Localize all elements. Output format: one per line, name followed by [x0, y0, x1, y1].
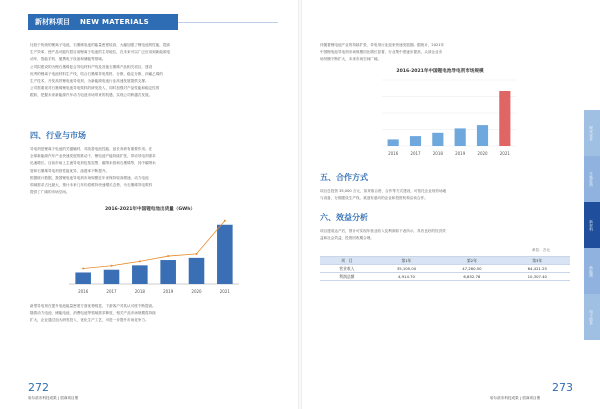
table-header-cell: 第3年	[505, 257, 570, 265]
chart1-point	[111, 265, 113, 267]
header-divider	[178, 22, 278, 23]
intro-paragraph	[30, 42, 280, 100]
table-unit: 单位：万元	[532, 248, 550, 252]
chart2-x-tick: 2016	[388, 151, 399, 156]
left-page-number: 272	[28, 381, 49, 394]
table-row	[320, 265, 570, 273]
section-5-title: 五、合作方式	[320, 173, 368, 182]
text-line: 领域需求占比最大，预计未来几年仍将维持快速增长态势，为石墨烯导电浆料	[30, 183, 153, 188]
text-line: 根据统计数据，我国锂电池导电剂市场规模近年来保持较高增速，动力电池	[30, 175, 149, 180]
text-line: 中国锂电池导电剂市场规模同比增长显著，行业集中度逐步提高，头部企业市	[320, 50, 443, 55]
chart2-bar	[432, 133, 443, 146]
chart1-bar	[217, 225, 233, 284]
chart1-point	[82, 267, 84, 269]
chart2-bar	[388, 139, 399, 146]
section-6-title: 六、效益分析	[320, 213, 368, 222]
text-line: 比较于传统的锂离子电池，石墨烯电池的能量密度较高，大幅加强了锂电池的性能，提高	[30, 43, 171, 47]
text-line: 公司拟建设的为锂石墨烯复合导电材料产线及其他石墨烯产品相关项目，建设	[30, 64, 153, 69]
chart1-point	[196, 253, 198, 255]
table-header-row	[320, 257, 570, 265]
table-cell: 6,852.78	[439, 273, 504, 281]
chart1-bar	[132, 265, 148, 284]
side-tab-new-materials[interactable]: 新材料	[584, 202, 600, 248]
right-page	[300, 0, 600, 409]
text-line: 益和社会效益，投资回收期合理。	[320, 236, 374, 241]
table-header-cell: 项 目	[320, 257, 374, 265]
side-tab-new-energy[interactable]: 新能源	[584, 248, 600, 294]
chart2-svg	[370, 76, 520, 158]
chart2-bar	[455, 128, 466, 146]
text-line: 管和石墨烯导电剂因性能优异，渗透率不断提升。	[30, 168, 110, 173]
category-label: 新材料项目	[35, 18, 70, 26]
table-header-cell: 第1年	[374, 257, 439, 265]
chart1-point	[167, 255, 169, 257]
chart2-bar	[477, 125, 488, 146]
chart1-point	[139, 260, 141, 262]
chart1-x-tick: 2016	[78, 289, 89, 294]
chart1-x-tick: 2019	[163, 289, 174, 294]
chart2-x-tick: 2020	[477, 151, 488, 156]
benefit-paragraph	[320, 228, 570, 242]
text-line: 全球新能源汽车产业快速发展的推动下，锂电池产能持续扩张，带动导电剂需求	[30, 154, 156, 159]
side-tab-agriculture[interactable]: 现代农业	[584, 110, 600, 156]
text-line: 场份额不断扩大，未来市场空间广阔。	[320, 57, 382, 62]
chart2-title: 2016-2021年中国锂电池导电剂市场规模	[396, 69, 484, 74]
chart2-x-tick: 2017	[410, 151, 421, 156]
text-line: 扩大，企业通过加大研发投入、优化生产工艺，可进一步提升市场竞争力。	[30, 318, 149, 323]
table-header-cell: 第2年	[439, 257, 504, 265]
left-footer-text: 哈尔滨市科技成果 | 招商项目册	[28, 396, 79, 400]
table-cell: 35,105.00	[374, 265, 439, 273]
text-line: 迅速增长。目前市场上主流导电剂包括炭黑、碳纳米管和石墨烯等，其中碳纳米	[30, 161, 156, 166]
table-cell: 47,260.50	[439, 265, 504, 273]
text-line: 公司需重视对石墨烯锂电池导电浆料的研发投入，同时加强对产品性能和稳定性的	[30, 86, 160, 91]
text-line: 提供了广阔的市场空间。	[30, 190, 70, 195]
tail-paragraph	[30, 303, 280, 325]
category-header	[28, 14, 178, 30]
coop-paragraph	[320, 188, 570, 202]
benefit-table	[320, 256, 570, 281]
category-title: NEW MATERIALS	[80, 18, 150, 26]
text-line: 跟踪，把握未来新能源汽车动力电池市场带来的机遇，实现公司跨越式发展。	[30, 93, 153, 98]
table-cell: 10,307.40	[505, 273, 570, 281]
table-cell: 利润总额	[320, 273, 374, 281]
chart1-title: 2016-2021年中国锂电池出货量（GWh）	[104, 207, 196, 212]
text-line: 生产效率，使产品可能代替目前锂离子电池的主导地位，在未来可以广泛应用到新能源电	[30, 50, 171, 55]
chart2-bar	[410, 136, 421, 146]
chart1-bar	[75, 272, 91, 284]
text-line: 与设备，分期建设生产线，欢迎有意向的企业和投资机构洽谈合作。	[320, 196, 428, 201]
text-line: 随着动力电池、储能电池、消费电池等领域需求释放，相关产品市场规模将持续	[30, 311, 156, 316]
chart1-x-tick: 2018	[134, 289, 145, 294]
chart1-x-tick: 2017	[106, 289, 117, 294]
side-tab-electronics[interactable]: 电子信息	[584, 294, 600, 340]
text-line: 项目总投资 35,000 万元，拟采取合资、合作等方式建设，可依托企业现有场地	[320, 189, 447, 193]
table-cell: 64,421.25	[505, 265, 570, 273]
chart1-point	[224, 220, 226, 222]
chart2-x-tick: 2019	[455, 151, 466, 156]
right-top-paragraph	[320, 42, 570, 64]
right-page-number: 273	[552, 381, 573, 394]
text-line: 动车、智能手机、便携电子设备和储能等领域。	[30, 57, 106, 62]
market-paragraph	[30, 146, 280, 196]
text-line: 生产技术，开发高效锂电池导电剂，为新能源电池行业高速发展提供支撑。	[30, 79, 149, 84]
section-4-title: 四、行业与市场	[30, 131, 86, 140]
text-line: 导电剂是锂离子电池的关键辅材，对改善电池性能、延长寿命有重要作用。在	[30, 147, 153, 151]
side-tab-biomedicine[interactable]: 生物医药	[584, 156, 600, 202]
text-line: 优秀的锂离子电池材料生产线，结合石墨烯导电浆料、分散、稳定分散、四氟乙烯的	[30, 71, 163, 76]
right-footer-text: 哈尔滨市科技成果 | 招商项目册	[490, 396, 541, 400]
text-line: 新型导电剂在提升电池能量密度方面优势明显，下游客户对其认可度不断提高。	[30, 304, 156, 308]
chart1-svg	[55, 216, 245, 296]
chart1-bar	[104, 270, 120, 284]
chart1-bar	[160, 260, 176, 284]
table-cell: 4,914.70	[374, 273, 439, 281]
chart1-bar	[189, 258, 205, 284]
table-row	[320, 273, 570, 281]
chart2-x-tick: 2018	[432, 151, 443, 156]
chart1-x-tick: 2021	[219, 289, 230, 294]
text-line: 伴随着锂电池产业的持续扩张，导电剂行业迎来快速发展期。据统计，2021年	[320, 43, 445, 47]
table-cell: 营业收入	[320, 265, 374, 273]
chart2-bar	[499, 91, 510, 146]
text-line: 项目建成达产后，预计可实现年营业收入及利润如下表所示，具有良好的经济效	[320, 229, 446, 233]
chart1-x-tick: 2020	[191, 289, 202, 294]
chart2-x-tick: 2021	[499, 151, 510, 156]
